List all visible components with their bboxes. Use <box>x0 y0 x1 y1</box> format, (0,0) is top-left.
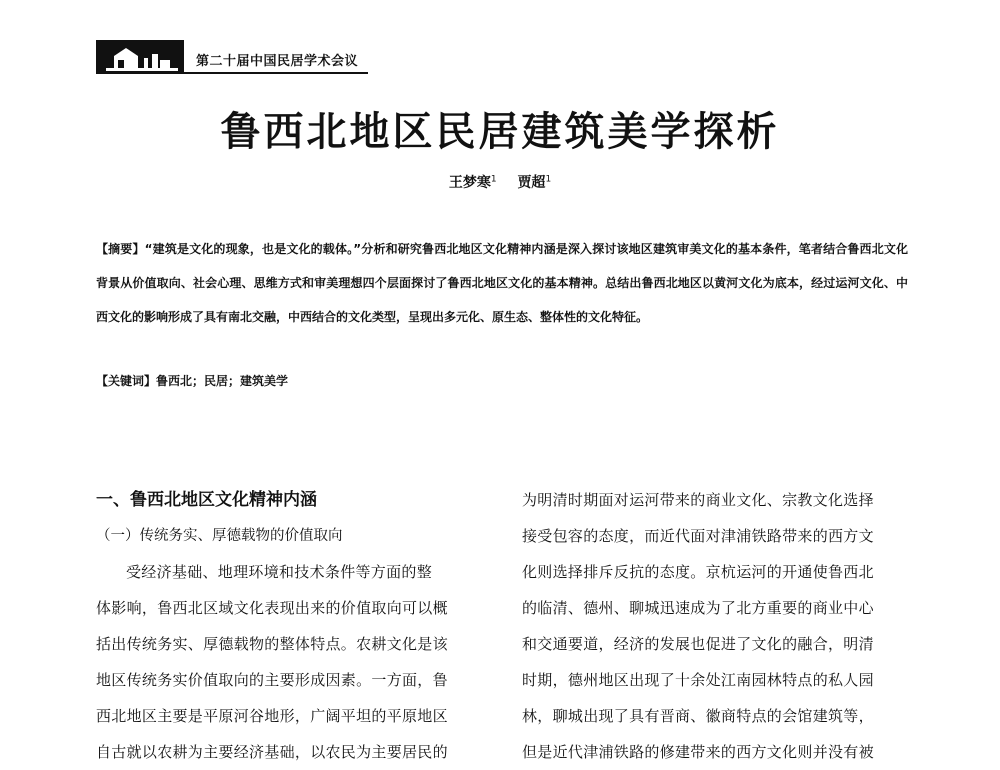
paragraph-line: 化则选择排斥反抗的态度。京杭运河的开通使鲁西北 <box>522 563 874 581</box>
paragraph-line: 接受包容的态度，而近代面对津浦铁路带来的西方文 <box>522 527 874 545</box>
abstract <box>96 232 908 334</box>
paragraph-line: 受经济基础、地理环境和技术条件等方面的整 <box>126 563 433 581</box>
affiliation-mark: 1 <box>490 174 497 185</box>
paragraph-line: 的临清、德州、聊城迅速成为了北方重要的商业中心 <box>522 599 874 617</box>
paragraph-line: 体影响，鲁西北区域文化表现出来的价值取向可以概 <box>96 599 448 617</box>
paragraph-line: 括出传统务实、厚德载物的整体特点。农耕文化是该 <box>96 635 448 653</box>
body-right-column <box>522 482 910 770</box>
conference-logo <box>96 40 184 74</box>
paragraph-line: 但是近代津浦铁路的修建带来的西方文化则并没有被 <box>522 743 874 761</box>
keywords-text: 鲁西北；民居；建筑美学 <box>156 374 289 388</box>
abstract-text: “建筑是文化的现象，也是文化的载体。”分析和研究鲁西北地区文化精神内涵是深入探讨该地区建筑审美文化的基本条件，笔者结合鲁西北文化背景从价值取向、社会心理、思维方式和审美理想四个层面探讨了鲁西北地区文化的基本精神。总结出鲁西北地区以黄河文化为底本，经过运河文化、中西文化的影响形成了具有南北交融，中西结合的文化类型，呈现出多元化、原生态、整体性的文化特征。 <box>96 242 908 324</box>
author-name: 王梦寒 <box>448 175 491 191</box>
author <box>449 172 497 192</box>
paragraph-line: 自古就以农耕为主要经济基础，以农民为主要居民的 <box>96 743 448 761</box>
paragraph-line: 时期，德州地区出现了十余处江南园林特点的私人园 <box>522 671 874 689</box>
paper-title: 鲁西北地区民居建筑美学探析 <box>220 109 780 155</box>
paragraph-line: 地区传统务实价值取向的主要形成因素。一方面，鲁 <box>96 671 448 689</box>
section-heading: 一、鲁西北地区文化精神内涵 <box>96 490 317 510</box>
author-list <box>0 172 1000 192</box>
abstract-tag: 【摘要】 <box>96 242 145 256</box>
affiliation-mark: 1 <box>545 174 552 185</box>
paragraph-line: 为明清时期面对运河带来的商业文化、宗教文化选择 <box>522 491 874 509</box>
header-rule <box>96 72 368 74</box>
paragraph-line: 林，聊城出现了具有晋商、徽商特点的会馆建筑等， <box>522 707 874 725</box>
body-left-column <box>96 482 488 770</box>
keywords-tag: 【关键词】 <box>96 374 157 388</box>
author <box>517 172 551 192</box>
conference-name: 第二十届中国民居学术会议 <box>196 54 359 69</box>
author-name: 贾超 <box>517 175 546 191</box>
paragraph-line: 西北地区主要是平原河谷地形，广阔平坦的平原地区 <box>96 707 448 725</box>
subsection-heading: （一）传统务实、厚德载物的价值取向 <box>96 528 343 544</box>
paragraph-line: 和交通要道，经济的发展也促进了文化的融合，明清 <box>522 635 874 653</box>
house-silhouette-icon <box>96 40 184 74</box>
keywords <box>96 372 908 389</box>
